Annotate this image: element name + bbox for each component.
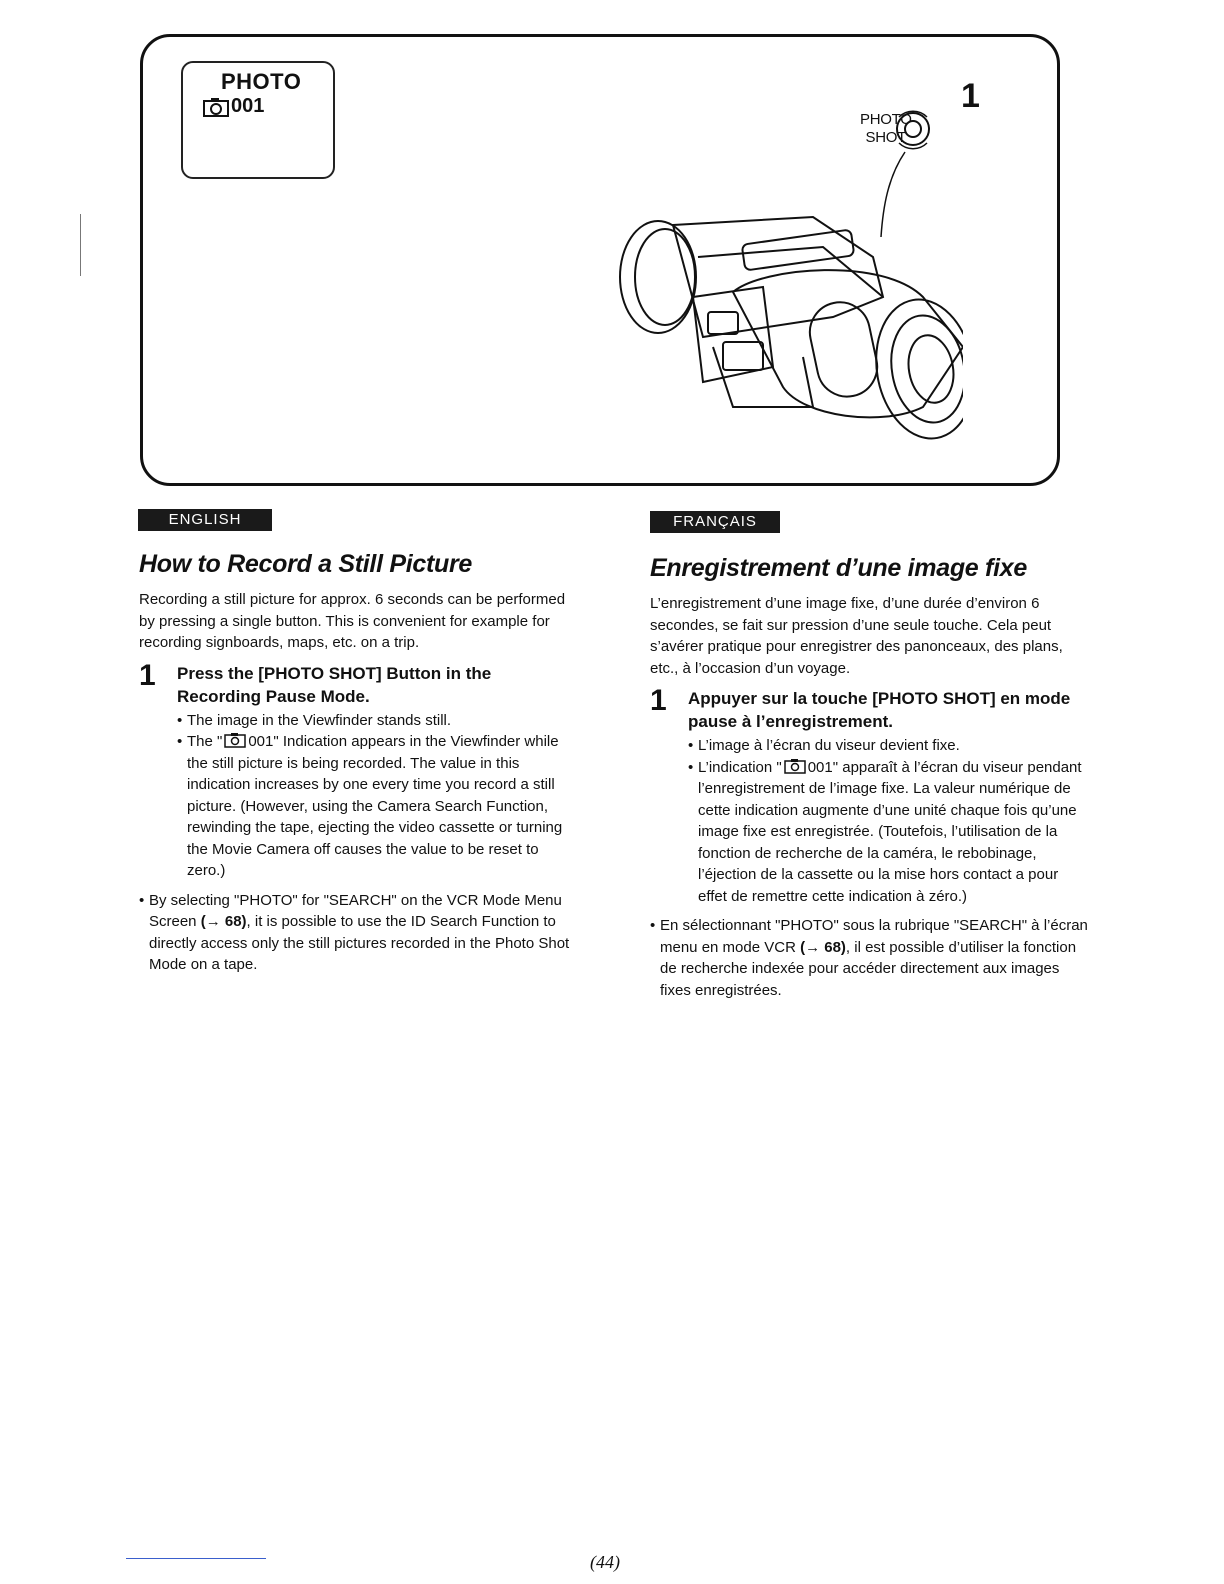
french-note xyxy=(650,915,1090,1001)
french-bullet-2: • L’indication " 001" apparaît à l’écran du viseur pendant l’enregistrement de l’image fixe. La valeur numérique de cette indication augmente d’une unité chaque fois qu’une image fixe est enregistrée. (Toutefois, l’utilisation de la fonction de recherche de la caméra, le rebobinage, l’éjection de la cassette ou la mise hors contact a pour effet de remettre cette indication à zéro.) xyxy=(688,757,1090,908)
photo-shot-button-label: PHOTO SHOT xyxy=(860,111,912,146)
english-column xyxy=(139,550,579,976)
english-step-heading: Press the [PHOTO SHOT] Button in the Recording Pause Mode. xyxy=(177,663,492,706)
english-bullet-2: • The " 001" Indication appears in the Viewfinder while the still picture is being recorded. The value in this indication increases by one every time you record a still picture. (However, using the Camera Search Function, rewinding the tape, ejecting the video cassette or turning the Movie Camera off causes the value to be reset to zero.) xyxy=(177,731,579,882)
english-page-ref: (→ 68) xyxy=(200,913,247,930)
english-intro: Recording a still picture for approx. 6 seconds can be performed by pressing a single button. This is convenient for example for recording signboards, maps, etc. on a trip. xyxy=(139,591,566,651)
french-bullet-1: • L’image à l’écran du viseur devient fixe. xyxy=(688,735,1090,757)
french-step-heading: Appuyer sur la touche [PHOTO SHOT] en mode pause à l’enregistrement. xyxy=(688,689,1071,731)
camera-icon xyxy=(784,758,806,774)
english-bullet-1: • The image in the Viewfinder stands still. xyxy=(177,710,579,732)
page-number: (44) xyxy=(590,1552,620,1572)
english-step xyxy=(139,658,579,708)
french-step xyxy=(650,684,1090,733)
french-language-badge: FRANÇAIS xyxy=(650,511,780,533)
margin-mark xyxy=(80,214,81,276)
french-step-number: 1 xyxy=(650,684,667,717)
french-title: Enregistrement d’une image fixe xyxy=(650,554,1027,582)
camera-icon xyxy=(224,732,246,748)
french-page-ref: (→ 68) xyxy=(800,938,846,956)
camera-icon xyxy=(203,97,229,117)
photo-shot-button-icon xyxy=(897,111,929,148)
viewfinder-counter xyxy=(203,95,264,118)
illustration-panel xyxy=(140,34,1060,486)
french-note-item: • En sélectionnant "PHOTO" sous la rubrique "SEARCH" à l’écran menu en mode VCR (→ 68), il est possible d’utiliser la fonction de recherche indexée pour accéder directement aux images fixes enregistrées. xyxy=(650,915,1090,1001)
viewfinder-counter-value: 001 xyxy=(231,95,265,117)
english-step-number: 1 xyxy=(139,658,156,692)
french-column xyxy=(650,554,1090,1001)
step-callout-number: 1 xyxy=(961,77,980,115)
english-title: How to Record a Still Picture xyxy=(139,550,473,578)
footer-rule xyxy=(126,1558,266,1559)
english-language-badge: ENGLISH xyxy=(138,509,272,531)
french-step-bullets xyxy=(688,735,1090,907)
viewfinder-mode-label: PHOTO xyxy=(221,69,302,94)
english-note-item: • By selecting "PHOTO" for "SEARCH" on the VCR Mode Menu Screen (→ 68), it is possible to use the ID Search Function to directly access only the still pictures recorded in the Photo Shot Mode on a tape. xyxy=(139,890,579,976)
english-step-bullets xyxy=(177,710,579,882)
movie-camera-illustration xyxy=(583,107,963,467)
english-note xyxy=(139,890,579,976)
viewfinder-display xyxy=(181,61,335,179)
french-intro: L’enregistrement d’une image fixe, d’une durée d’environ 6 secondes, se fait sur pression d’une seule touche. Cela peut s’avérer pratique pour enregistrer des panonceaux, des plans, etc., à l’occasion d’un voyage. xyxy=(650,595,1063,677)
